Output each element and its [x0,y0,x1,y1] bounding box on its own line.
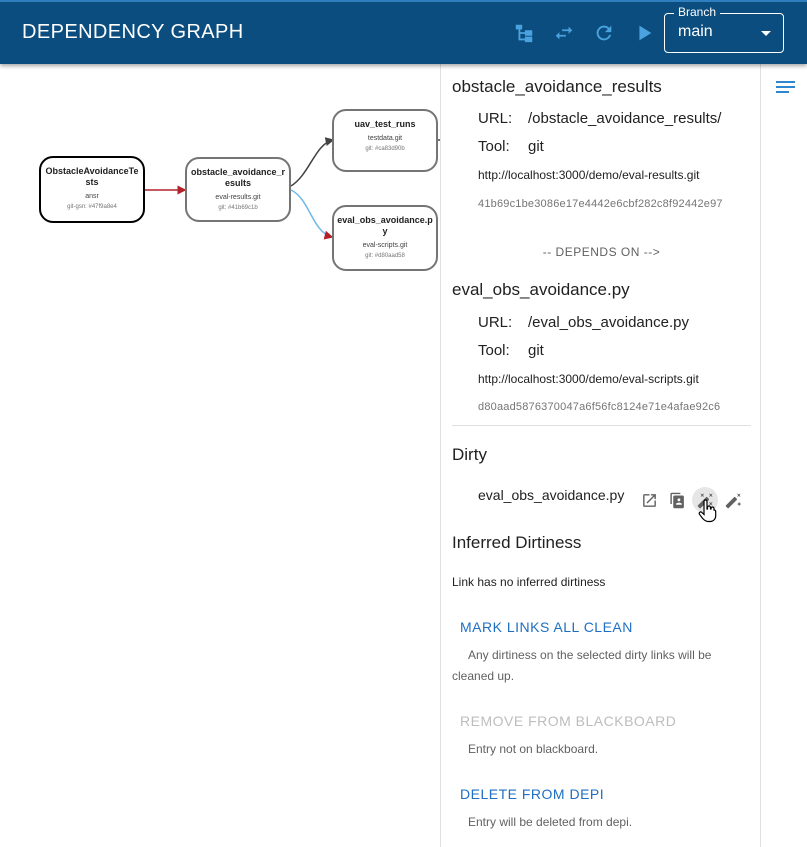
open-link-button[interactable] [636,487,662,513]
node-hash: git: #d80aad58 [365,253,405,259]
play-icon [633,22,655,44]
app-bar [0,0,807,64]
page-title: DEPENDENCY GRAPH [22,21,244,43]
magic-wand-clear-icon [725,492,742,509]
node-title: uav_test_runs [354,119,416,129]
right-rail [761,64,807,847]
node-title: ObstacleAvoidanceTests [45,166,139,187]
node-hash: git-gsn: #47f9a8e4 [67,204,117,210]
node-hash: git: #41b69c1b [218,205,258,211]
divider [452,425,751,426]
url-value: /obstacle_avoidance_results/ [528,110,722,127]
remove-from-blackboard-button[interactable]: REMOVE FROM BLACKBOARD [460,713,677,729]
node-title: obstacle_avoidance_results [190,167,286,188]
hierarchy-icon [513,22,535,44]
delete-depi-help: Entry will be deleted from depi. [468,815,633,829]
menu-icon[interactable] [776,80,796,96]
dirty-heading: Dirty [452,445,487,464]
resource-name: obstacle_avoidance_results [452,77,662,96]
details-panel [440,64,761,847]
graph-node[interactable] [185,157,291,222]
refresh-icon [593,22,615,44]
edge-results-to-uav [291,140,333,186]
mark-clean-help: Any dirtiness on the selected dirty links will be cleaned up. [452,648,712,683]
hand-cursor-icon [698,499,718,523]
url-label: URL: [478,314,513,331]
view-file-button[interactable] [664,487,690,513]
clear-dirty-button[interactable] [720,487,746,513]
graph-canvas[interactable] [0,64,440,847]
chevron-down-icon [761,31,771,36]
graph-node[interactable] [39,156,145,223]
node-repo: eval-results.git [215,194,261,201]
edge-results-to-eval [291,190,332,237]
commit-hash: d80aad5876370047a6f56fc8124e71e4afae92c6 [478,401,721,413]
swap-button[interactable] [551,20,577,46]
mark-links-clean-button[interactable]: MARK LINKS ALL CLEAN [460,619,633,635]
tool-label: Tool: [478,342,510,359]
tool-label: Tool: [478,138,510,155]
file-info-icon [669,492,686,509]
repo-url: http://localhost:3000/demo/eval-scripts.git [478,372,699,386]
swap-horizontal-icon [553,22,575,44]
run-button[interactable] [631,20,657,46]
inferred-text: Link has no inferred dirtiness [452,575,606,589]
branch-label: Branch [674,5,720,19]
tool-value: git [528,342,544,359]
graph-node[interactable] [332,205,438,271]
branch-value: main [678,23,713,40]
dirty-item-label: eval_obs_avoidance.py [478,487,625,503]
repo-url: http://localhost:3000/demo/eval-results.git [478,168,700,182]
inferred-heading: Inferred Dirtiness [452,533,582,552]
delete-from-depi-button[interactable]: DELETE FROM DEPI [460,786,605,802]
commit-hash: 41b69c1be3086e17e4442e6cbf282c8f92442e97 [478,198,723,210]
url-value: /eval_obs_avoidance.py [528,314,689,331]
node-repo: testdata.git [367,135,403,142]
refresh-button[interactable] [591,20,617,46]
url-label: URL: [478,110,513,127]
tool-value: git [528,138,544,155]
open-in-new-icon [641,492,658,509]
layout-button[interactable] [511,20,537,46]
depends-on-label: -- DEPENDS ON --> [542,245,661,259]
node-repo: ansr [85,193,99,200]
remove-blackboard-help: Entry not on blackboard. [468,742,599,756]
node-repo: eval-scripts.git [362,242,408,249]
node-title: eval_obs_avoidance.py [337,215,433,236]
branch-select[interactable] [664,5,784,53]
graph-node[interactable] [332,109,438,172]
dependency-name: eval_obs_avoidance.py [452,280,630,299]
node-hash: git: #ca83d90b [365,146,405,152]
